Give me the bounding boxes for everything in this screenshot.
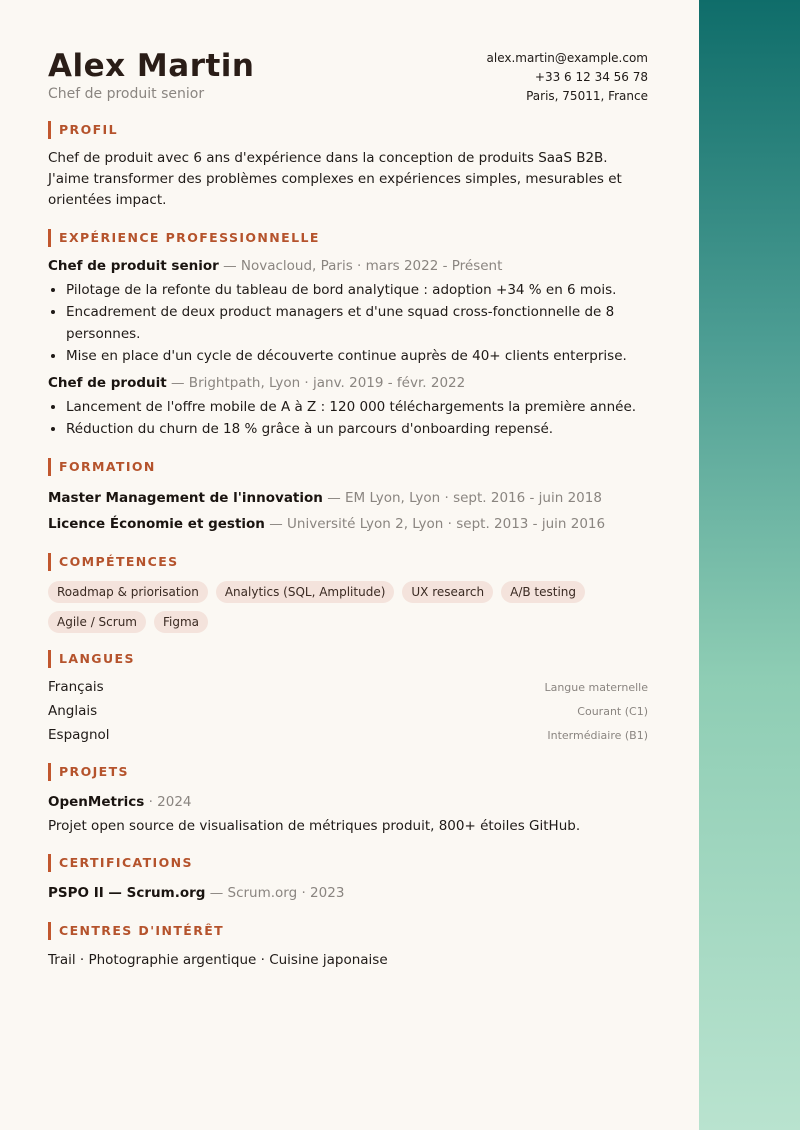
skill-chip: UX research <box>402 581 493 603</box>
certification-details: — Scrum.org · 2023 <box>205 885 345 901</box>
list-item: • Lancement de l'offre mobile de A à Z : 120 000 téléchargements la première année. <box>66 396 648 418</box>
profile-text: Chef de produit avec 6 ans d'expérience dans la conception de produits SaaS B2B. J'aime transformer des problèmes complexes en expériences simples, mesurables et orientées impact. <box>48 150 622 208</box>
project-year: · 2024 <box>144 794 192 810</box>
job-position: Chef de produit senior <box>48 258 219 274</box>
language-name: Espagnol <box>48 727 110 743</box>
decorative-sidebar <box>699 0 800 1130</box>
list-item: • Mise en place d'un cycle de découverte continue auprès de 40+ clients enterprise. <box>66 345 648 367</box>
skill-chip: Agile / Scrum <box>48 611 146 633</box>
interests-text: Trail · Photographie argentique · Cuisine japonaise <box>48 952 388 968</box>
section-title-education: FORMATION <box>48 458 648 476</box>
section-title-experience: EXPÉRIENCE PROFESSIONNELLE <box>48 229 648 247</box>
education-degree: Master Management de l'innovation <box>48 490 323 506</box>
project-name: OpenMetrics <box>48 794 145 810</box>
contact-email[interactable]: alex.martin@example.com <box>486 51 648 65</box>
job-details: — Brightpath, Lyon · janv. 2019 - févr. 2022 <box>166 375 466 391</box>
job-header <box>48 372 648 394</box>
job-details: — Novacloud, Paris · mars 2022 - Présent <box>218 258 503 274</box>
section-title-interests: CENTRES D'INTÉRÊT <box>48 922 648 940</box>
section-title-profile: PROFIL <box>48 121 648 139</box>
section-title-projects: PROJETS <box>48 763 648 781</box>
candidate-role: Chef de produit senior <box>48 86 205 102</box>
section-profile <box>48 121 648 211</box>
section-title-certifications: CERTIFICATIONS <box>48 854 648 872</box>
language-level: Langue maternelle <box>544 680 648 694</box>
language-name: Français <box>48 679 104 695</box>
certification-name: PSPO II — Scrum.org <box>48 885 206 901</box>
candidate-name: Alex Martin <box>48 48 255 84</box>
resume-header <box>48 0 648 118</box>
section-interests <box>48 922 648 971</box>
section-title-languages: LANGUES <box>48 650 648 668</box>
resume-page <box>48 0 648 971</box>
section-projects <box>48 763 648 838</box>
skill-chip: Analytics (SQL, Amplitude) <box>216 581 395 603</box>
language-row <box>48 699 648 723</box>
job-bullets <box>48 396 648 440</box>
contact-block <box>487 49 649 106</box>
skill-chip: A/B testing <box>501 581 585 603</box>
list-item: • Encadrement de deux product managers et d'une squad cross-fonctionnelle de 8 personnes. <box>66 301 648 345</box>
language-level: Courant (C1) <box>577 704 648 718</box>
project-description: Projet open source de visualisation de métriques produit, 800+ étoiles GitHub. <box>48 818 581 834</box>
section-education <box>48 458 648 537</box>
list-item: • Pilotage de la refonte du tableau de bord analytique : adoption +34 % en 6 mois. <box>66 279 648 301</box>
education-details: — EM Lyon, Lyon · sept. 2016 - juin 2018 <box>322 490 602 506</box>
project-header <box>48 790 648 814</box>
education-item <box>48 485 648 511</box>
language-level: Intermédiaire (B1) <box>547 728 648 742</box>
education-item <box>48 511 648 537</box>
job-header <box>48 255 648 277</box>
job-position: Chef de produit <box>48 375 167 391</box>
contact-phone[interactable]: +33 6 12 34 56 78 <box>534 70 648 84</box>
language-name: Anglais <box>48 703 98 719</box>
section-certifications <box>48 854 648 905</box>
section-skills <box>48 553 648 633</box>
certification-item <box>48 881 648 905</box>
skill-chip: Figma <box>154 611 208 633</box>
section-languages <box>48 650 648 747</box>
job-bullets <box>48 279 648 367</box>
language-row <box>48 675 648 699</box>
language-row <box>48 723 648 747</box>
skill-chip: Roadmap & priorisation <box>48 581 208 603</box>
education-degree: Licence Économie et gestion <box>48 516 265 532</box>
section-experience <box>48 229 648 440</box>
list-item: • Réduction du churn de 18 % grâce à un parcours d'onboarding repensé. <box>66 418 648 440</box>
skills-list <box>48 581 608 633</box>
section-title-skills: COMPÉTENCES <box>48 553 648 571</box>
contact-location: Paris, 75011, France <box>526 89 648 103</box>
education-details: — Université Lyon 2, Lyon · sept. 2013 - juin 2016 <box>264 516 606 532</box>
